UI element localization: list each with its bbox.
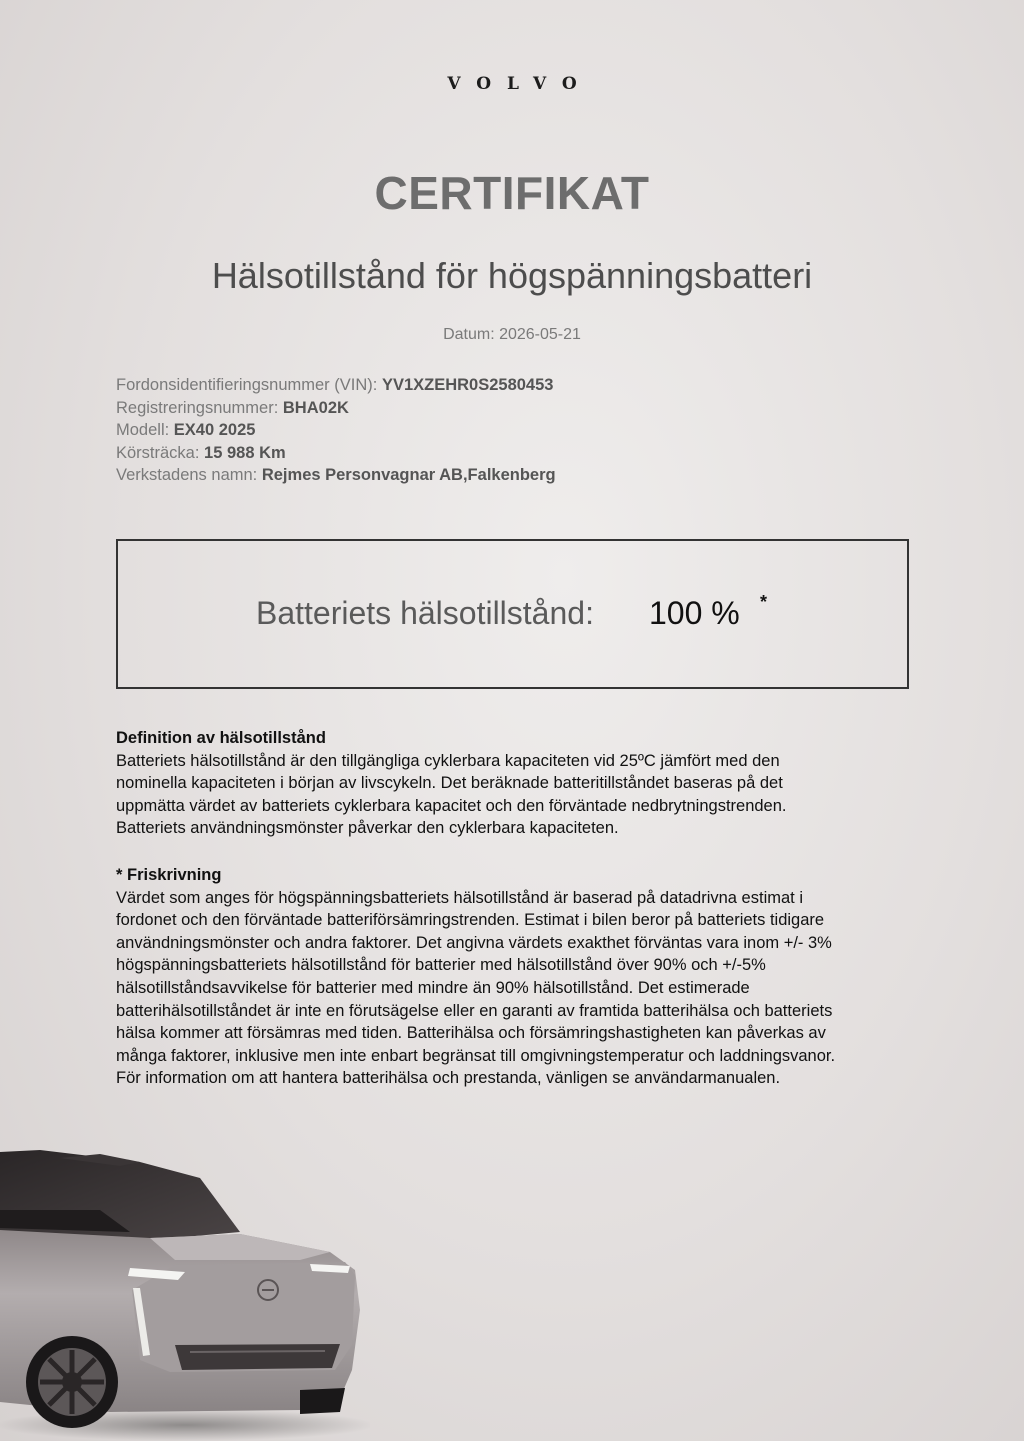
battery-health-footnote-marker: * [760,592,768,612]
workshop-label: Verkstadens namn: [116,466,262,484]
vehicle-info [116,374,556,487]
volvo-logo: VOLVO [447,74,593,94]
battery-health-value: 100 % [649,595,740,631]
disclaimer-text: Värdet som anges för högspänningsbatteriets hälsotillstånd är baserad på datadrivna estimat i fordonet och den förväntade batteriförsämringstrenden. Estimat i bilen beror på batteriets tidigare användningsmönster och andra faktorer. Det angivna värdets exakthet förväntas vara inom +/- 3% högspänningsbatteriets hälsotillstånd för batterier med hälsotillstånd över 90% och +/-5% hälsotillståndsavvikelse för batterier med mindre än 90% hälsotillstånd. Det estimerade batterihälsotillståndet är inte en förutsägelse eller en garanti av framtida batterihälsa och batteriets hälsa kommer att försämras med tiden. Batterihälsa och försämringshastigheten kan påverkas av många faktorer, inklusive men inte enbart begränsat till omgivningstemperatur och laddningsvanor. För information om att hantera batterihälsa och prestanda, vänligen se användarmanualen. [116,888,836,1088]
vin-row [116,374,556,397]
model-row [116,419,556,442]
registration-row [116,397,556,420]
vin-label: Fordonsidentifieringsnummer (VIN): [116,376,382,394]
mileage-label: Körsträcka: [116,443,205,462]
registration-value: BHA02K [282,398,349,417]
definition-text: Batteriets hälsotillstånd är den tillgängliga cyklerbara kapaciteten vid 25ºC jämfört med den nominella kapaciteten i början av livscykeln. Det beräknade batteritillståndet baseras på det uppmätta värdet av batteriets cyklerbara kapacitet och den förväntade nedbrytningstrenden. Batteriets användningsmönster påverkar den cyklerbara kapaciteten. [116,751,787,838]
mileage-value: 15 988 Km [204,443,286,462]
car-image [0,1140,370,1441]
workshop-value: Rejmes Personvagnar AB,Falkenberg [261,466,556,484]
definition-section [116,727,946,840]
vin-value: YV1XZEHR0S2580453 [381,376,554,394]
page-subtitle: Hälsotillstånd för högspänningsbatteri [211,255,813,296]
page-title: CERTIFIKAT [374,167,650,219]
definition-heading: Definition av hälsotillstånd [116,729,326,747]
disclaimer-section [116,864,946,1090]
mileage-row [116,442,556,465]
model-value: EX40 2025 [173,421,256,439]
registration-label: Registreringsnummer: [116,398,283,417]
model-label: Modell: [116,421,174,439]
disclaimer-heading: * Friskrivning [116,866,222,884]
workshop-row [116,464,556,487]
battery-health-label: Batteriets hälsotillstånd: [256,595,594,631]
certificate-date: Datum: 2026-05-21 [443,326,581,343]
